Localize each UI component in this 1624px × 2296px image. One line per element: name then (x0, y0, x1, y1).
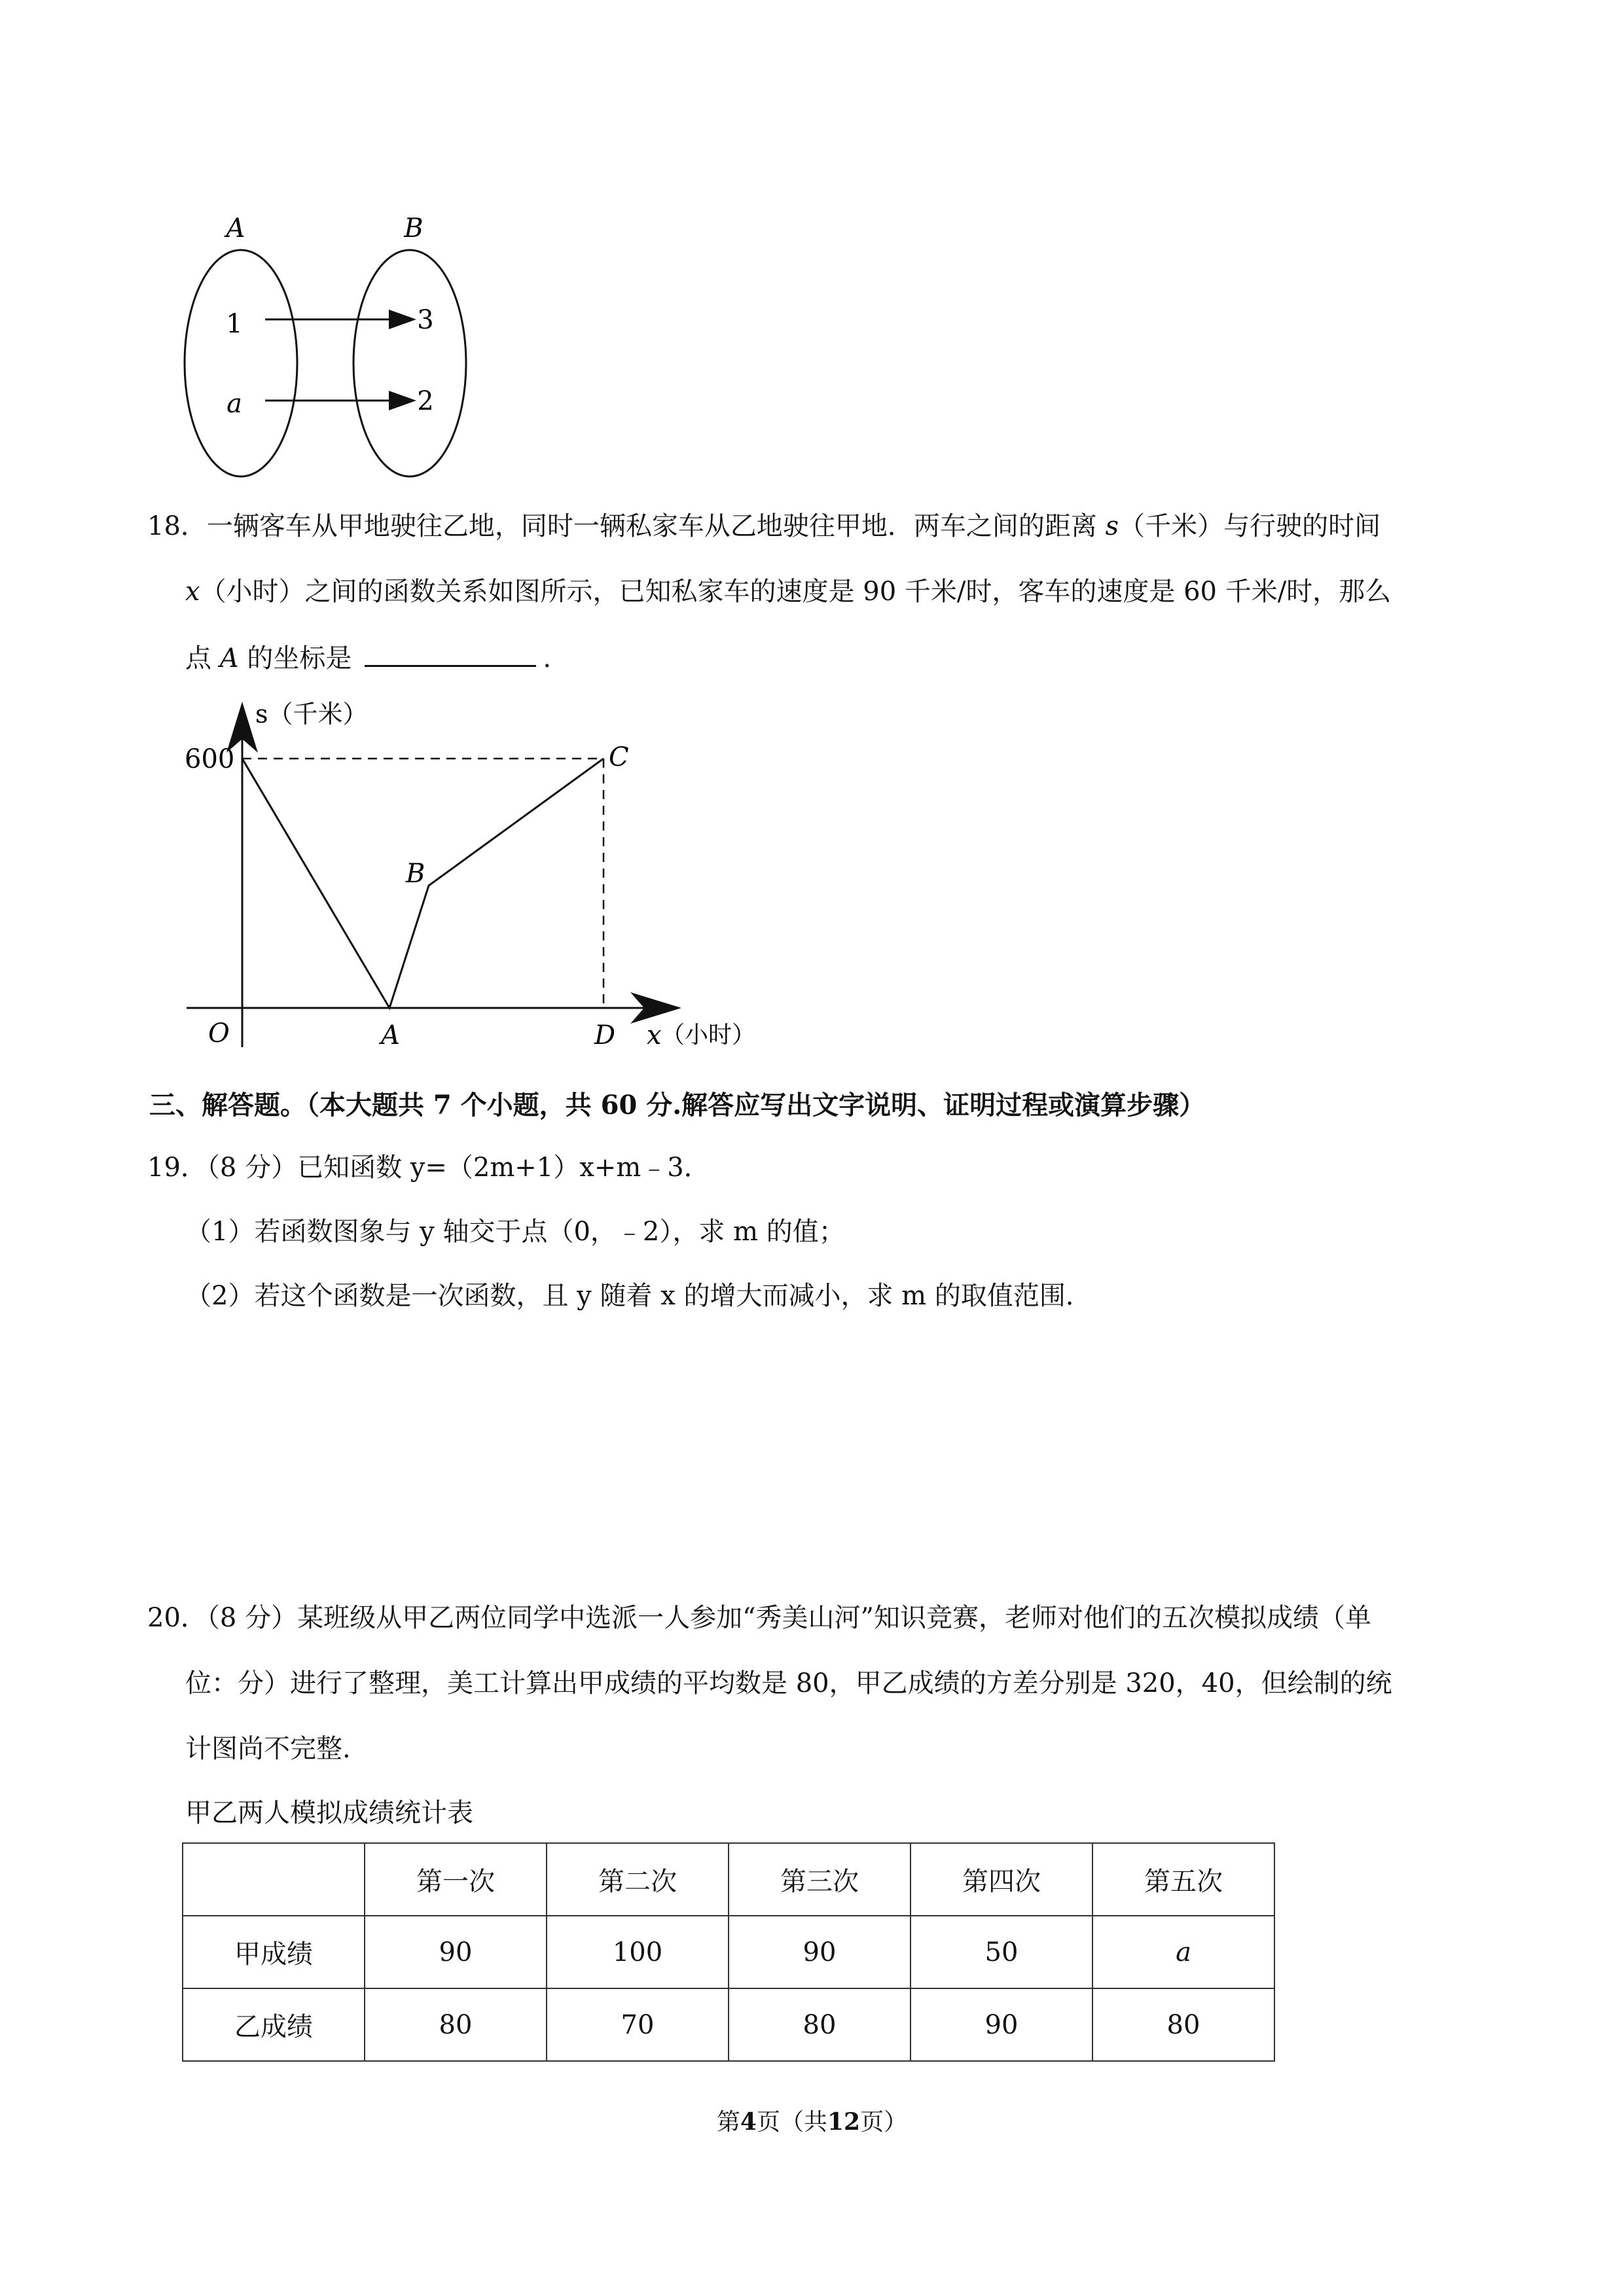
table-cell: 80 (1092, 1988, 1274, 2061)
footer-post: 页） (860, 2109, 908, 2136)
set-b-item-2: 2 (417, 386, 434, 416)
q19-part-2: （2）若这个函数是一次函数，且 y 随着 x 的增大而减小，求 m 的取值范围． (185, 1281, 1092, 1311)
set-a-label: A (226, 213, 245, 243)
q18-line1-tail: （千米）与行驶的时间 (1119, 511, 1381, 541)
x-axis-unit: （小时） (661, 1022, 756, 1049)
q18-line-1 (147, 511, 1380, 542)
table-header-cell: 第一次 (365, 1843, 547, 1916)
distance-time-graph (177, 694, 779, 1067)
q18-line-3 (185, 641, 551, 674)
q20-line-3: 计图尚不完整. (185, 1734, 351, 1764)
table-header-cell (183, 1843, 365, 1916)
label-point-a: A (381, 1020, 400, 1050)
q18-var-a: A (219, 643, 239, 673)
table-cell: a (1092, 1916, 1274, 1988)
q19-part-1: （1）若函数图象与 y 轴交于点（0，﹣2），求 m 的值； (185, 1217, 845, 1247)
footer-total: 12 (827, 2108, 861, 2136)
q18-line3-post: 的坐标是 (247, 643, 352, 673)
row-label: 乙成绩 (183, 1988, 365, 2061)
table-header-cell: 第四次 (911, 1843, 1092, 1916)
table-header-cell: 第五次 (1092, 1843, 1274, 1916)
y-axis-label: s（千米） (255, 700, 368, 728)
q19-number: 19． (147, 1153, 207, 1183)
q20-table-title: 甲乙两人模拟成绩统计表 (185, 1798, 473, 1828)
q18-line2-text: （小时）之间的函数关系如图所示，已知私家车的速度是 90 千米/时，客车的速度是 60 千米/时，那么 (200, 577, 1392, 607)
table-header-cell: 第三次 (729, 1843, 911, 1916)
table-cell: 50 (911, 1916, 1092, 1988)
table-cell: 90 (911, 1988, 1092, 2061)
label-point-c: C (609, 742, 629, 772)
set-a-ellipse (185, 250, 297, 476)
table-cell: 100 (547, 1916, 729, 1988)
q20-number: 20． (147, 1603, 207, 1633)
footer-mid: 页（共 (756, 2109, 827, 2136)
q18-line1-text: 一辆客车从甲地驶往乙地，同时一辆私家车从乙地驶往甲地．两车之间的距离 (206, 511, 1097, 541)
q20-line-1 (147, 1602, 1371, 1634)
q20-line-2: 位：分）进行了整理，美工计算出甲成绩的平均数是 80，甲乙成绩的方差分别是 320，40，但绘制的统 (185, 1668, 1392, 1698)
footer-page: 4 (740, 2108, 757, 2136)
set-b-label: B (404, 213, 424, 243)
q19-stem-text: （8 分）已知函数 y=（2m+1）x+m﹣3． (206, 1153, 710, 1183)
section-3-heading: 三、解答题。（本大题共 7 个小题，共 60 分.解答应写出文字说明、证明过程或演算步骤） (149, 1090, 1206, 1121)
q18-answer-blank (365, 641, 536, 667)
table-cell: 70 (547, 1988, 729, 2061)
table-row (183, 1916, 1274, 1988)
q19-stem (147, 1152, 710, 1183)
label-origin: O (208, 1018, 230, 1049)
table-cell: 80 (729, 1988, 911, 2061)
q20-line1-text: （8 分）某班级从甲乙两位同学中选派一人参加“秀美山河”知识竞赛，老师对他们的五次模拟成绩（单 (206, 1603, 1371, 1633)
score-table (182, 1842, 1275, 2062)
q18-line3-pre: 点 (185, 643, 211, 673)
set-a-item-a: a (226, 389, 242, 419)
label-point-b: B (406, 859, 425, 889)
q18-var-s: s (1105, 511, 1119, 541)
table-header-row (183, 1843, 1274, 1916)
x-axis-var: x (647, 1020, 662, 1050)
y-tick-600: 600 (185, 744, 235, 774)
footer-pre: 第 (716, 2109, 740, 2136)
table-row (183, 1988, 1274, 2061)
table-cell: 80 (365, 1988, 547, 2061)
row-label: 甲成绩 (183, 1916, 365, 1988)
q18-var-x: x (185, 577, 200, 607)
set-b-ellipse (353, 250, 466, 476)
table-cell: 90 (365, 1916, 547, 1988)
table-header-cell: 第二次 (547, 1843, 729, 1916)
set-a-item-1: 1 (226, 309, 243, 339)
label-point-d: D (594, 1020, 616, 1050)
q18-line-2 (185, 576, 1391, 607)
page-footer (0, 2108, 1624, 2137)
mapping-diagram (177, 203, 491, 484)
q18-number: 18． (147, 511, 207, 541)
table-cell: 90 (729, 1916, 911, 1988)
set-b-item-3: 3 (417, 305, 434, 335)
q18-line3-end: . (543, 643, 552, 673)
